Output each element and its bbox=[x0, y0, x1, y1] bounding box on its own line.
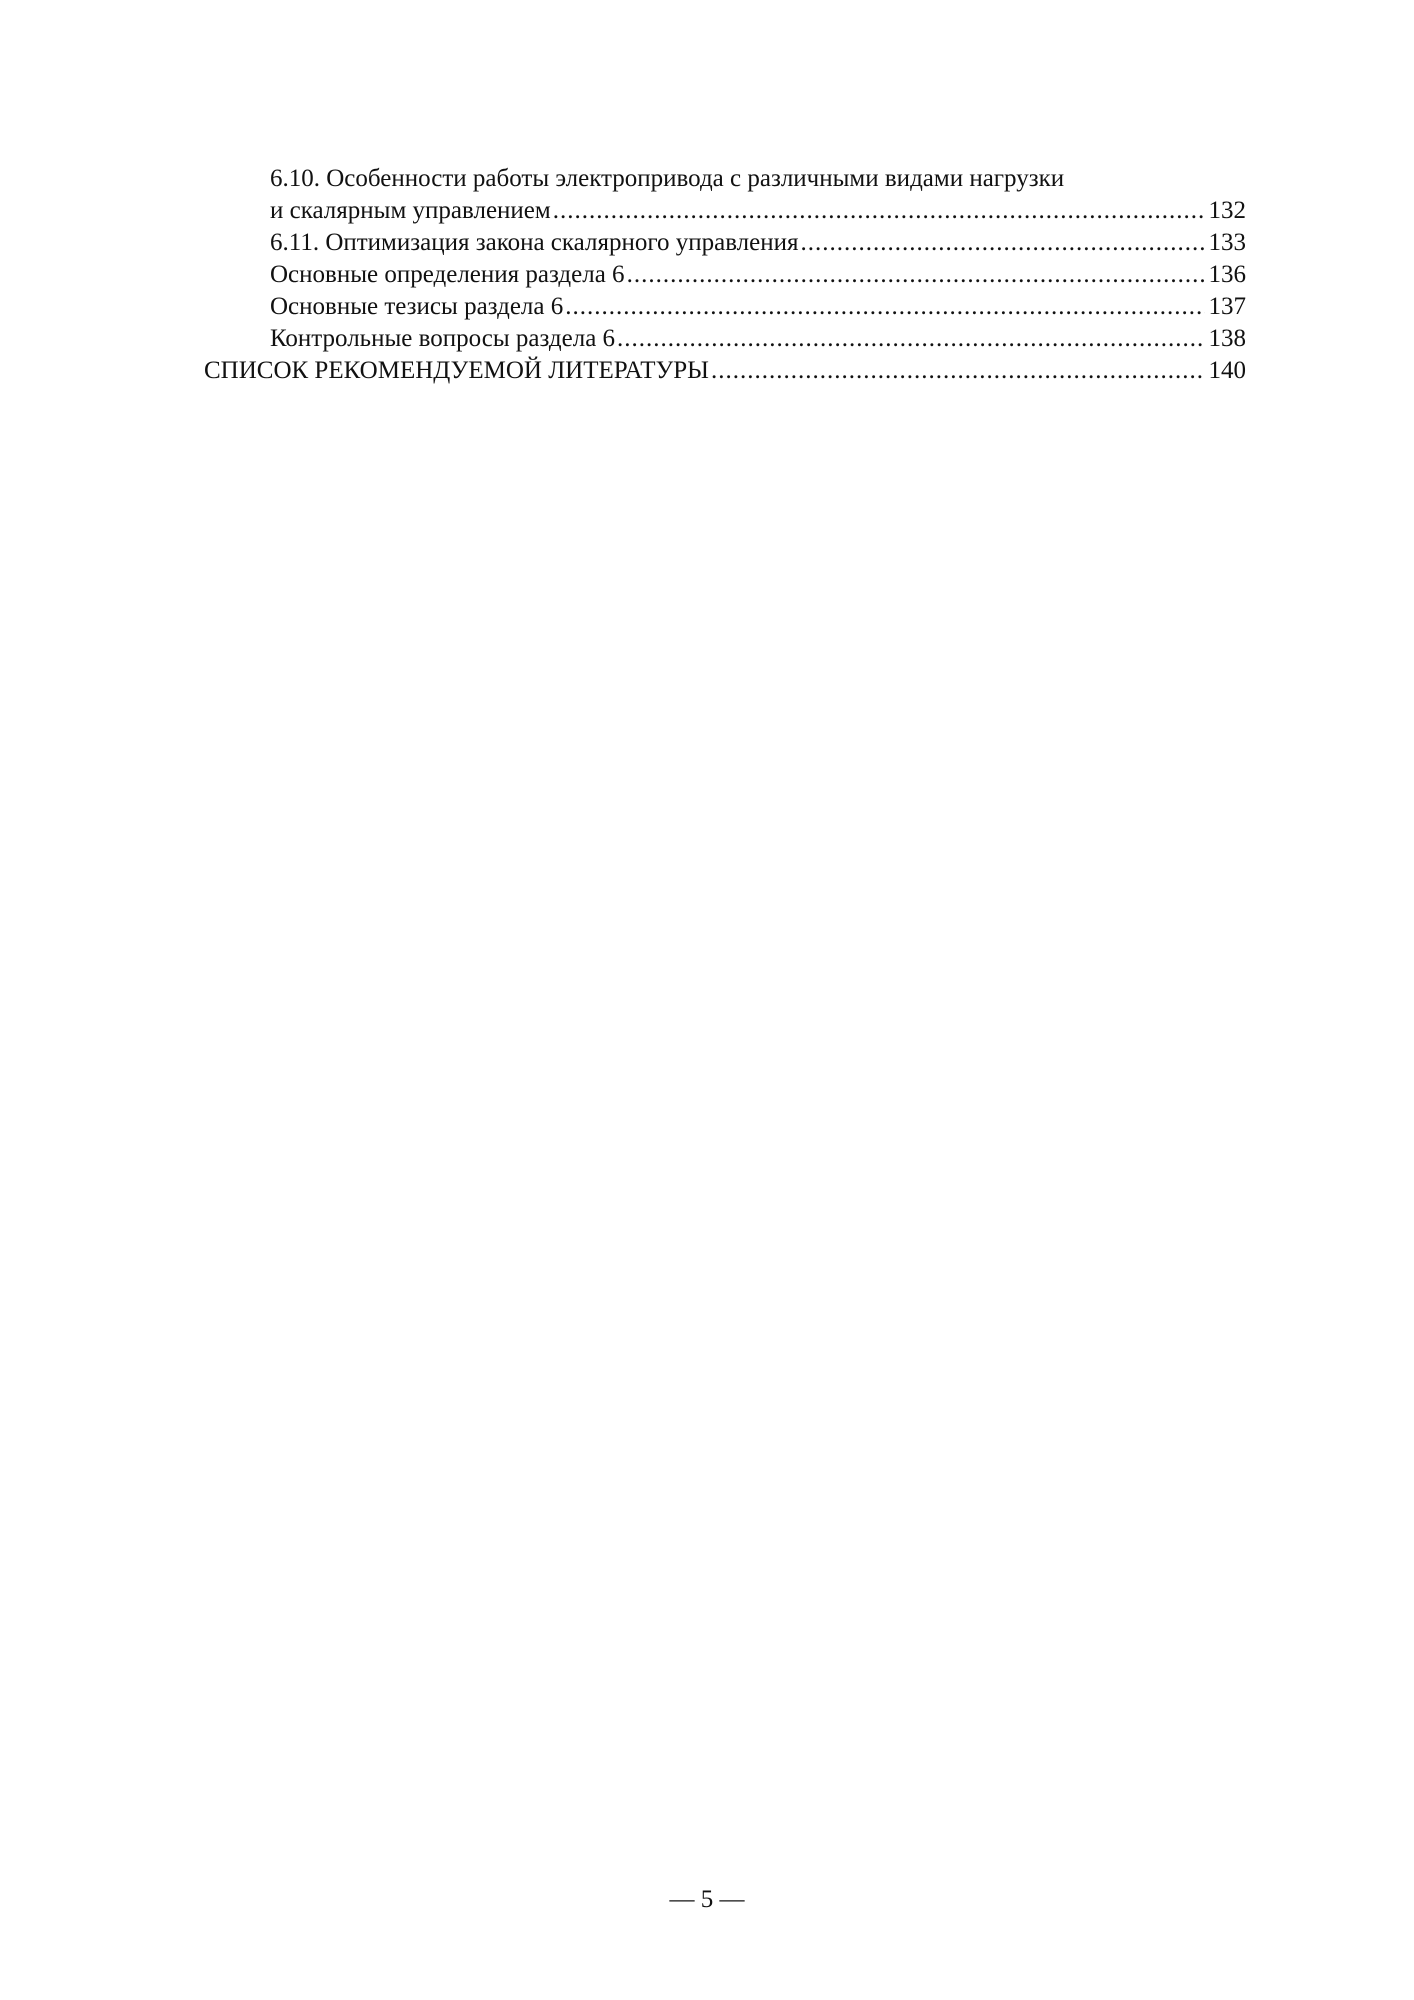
toc-entry-title: 6.11. Оптимизация закона скалярного управления bbox=[270, 229, 799, 256]
toc-entry-6-10-line1[interactable] bbox=[204, 163, 1246, 195]
toc-entry-title: Основные тезисы раздела 6 bbox=[270, 293, 564, 320]
toc-page-number: 137 bbox=[1208, 293, 1246, 320]
toc-entry-6-11[interactable] bbox=[204, 227, 1246, 259]
dot-leader bbox=[627, 259, 1205, 291]
dot-leader bbox=[801, 227, 1205, 259]
toc-entry-title: и скалярным управлением bbox=[270, 197, 551, 224]
toc-page-number: 140 bbox=[1208, 357, 1246, 384]
toc-page-number: 133 bbox=[1208, 229, 1246, 256]
toc-entry-theses[interactable] bbox=[204, 291, 1246, 323]
dot-leader bbox=[711, 355, 1205, 387]
toc-entry-literature[interactable] bbox=[204, 355, 1246, 387]
dot-leader bbox=[553, 195, 1205, 227]
toc-page-number: 132 bbox=[1208, 197, 1246, 224]
toc-entry-title: Контрольные вопросы раздела 6 bbox=[270, 325, 616, 352]
toc-entry-title: СПИСОК РЕКОМЕНДУЕМОЙ ЛИТЕРАТУРЫ bbox=[204, 357, 709, 384]
toc-entry-6-10-line2[interactable] bbox=[204, 195, 1246, 227]
page-number: — 5 — bbox=[669, 1886, 745, 1913]
dot-leader bbox=[565, 291, 1204, 323]
toc-page-number: 136 bbox=[1208, 261, 1246, 288]
toc-entry-title: Основные определения раздела 6 bbox=[270, 261, 625, 288]
toc-entry-questions[interactable] bbox=[204, 323, 1246, 355]
toc-entry-definitions[interactable] bbox=[204, 259, 1246, 291]
dot-leader bbox=[617, 323, 1204, 355]
table-of-contents bbox=[204, 163, 1246, 387]
toc-page-number: 138 bbox=[1208, 325, 1246, 352]
toc-entry-title: 6.10. Особенности работы электропривода с различными видами нагрузки bbox=[270, 165, 1065, 192]
